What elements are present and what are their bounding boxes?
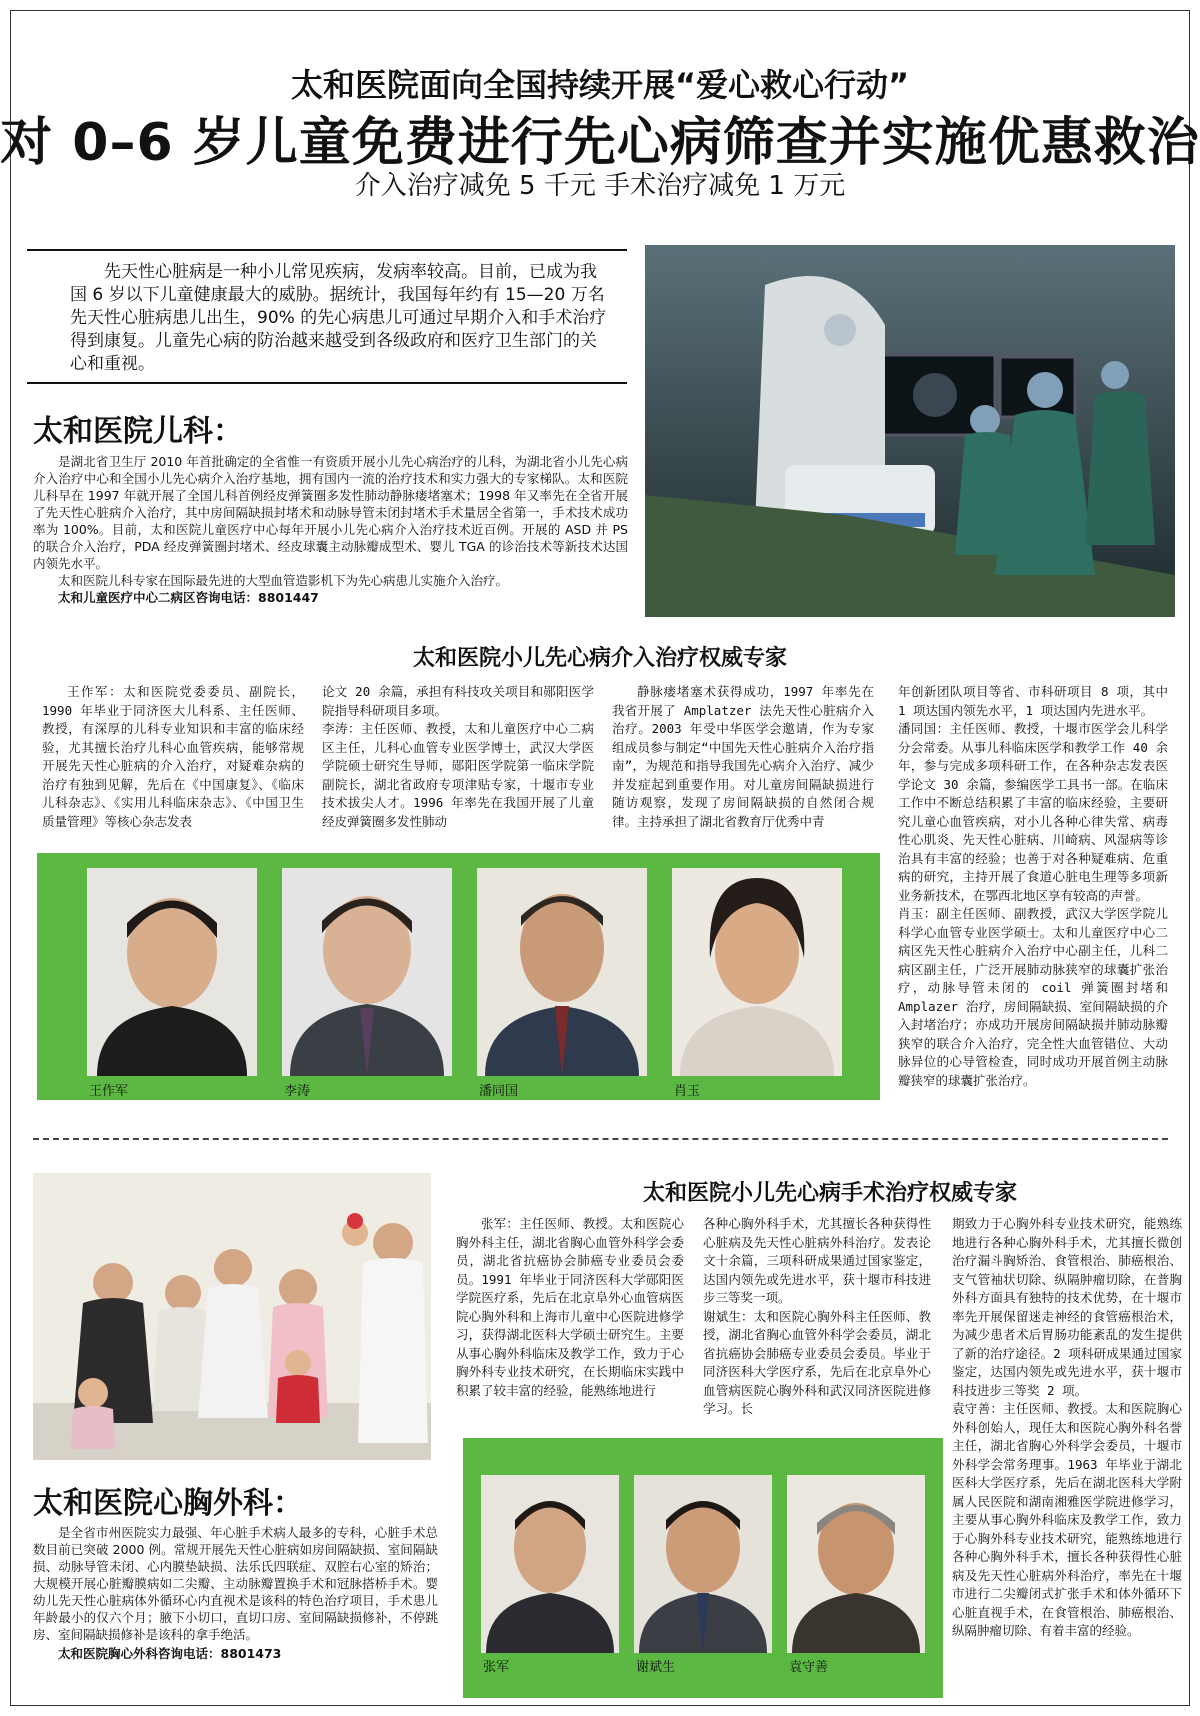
portrait-wang — [87, 868, 257, 1076]
portrait-yuan — [787, 1475, 925, 1653]
portrait-label-wang: 王作军 — [89, 1084, 129, 1099]
interventional-col-2: 论文 20 余篇，承担有科技攻关项目和郧阳医学院指导科研项目多项。 李涛：主任医师、教授，太和儿童医疗中心二病区主任，儿科心血管专业医学博士，武汉大学医学院硕士研究生导师，郧阳医学院第一临床学院副院长，湖北省政府专项津贴专家，十堰市专业技术拔尖人才。1996 年率先在我国开展了儿童经皮弹簧圈多发性肺动 — [322, 684, 594, 829]
portrait-li-illustration — [282, 868, 452, 1076]
cardio-paragraph: 是全省市州医院实力最强、年心脏手术病人最多的专科，心脏手术总数目前已突破 2000 例。常规开展先天性心脏病如房间隔缺损、室间隔缺损、动脉导管未闭、心内膜垫缺损、法乐氏四联症、双腔右心室的矫治；大规模开展心脏瓣膜病如二尖瓣、主动脉瓣置换手术和冠脉搭桥手术。婴幼儿先天性心脏病体外循环心内直视术是该科的特色治疗项目，手术患儿年龄最小的仅六个月；腋下小切口，直切口房、室间隔缺损修补，不停跳房、室间隔缺损修补是该科的拿手绝活。 — [33, 1525, 438, 1642]
headline-main: 对 0–6 岁儿童免费进行先心病筛查并实施优惠救治 — [0, 113, 1200, 173]
pediatrics-paragraph-1: 是湖北省卫生厅 2010 年首批确定的全省惟一有资质开展小儿先心病治疗的儿科，为湖北省小儿先心病介入治疗中心和全国小儿先心病介入治疗基地，拥有国内一流的治疗技术和实力强大的专家梯队。太和医院儿科早在 1997 年就开展了全国儿科首例经皮弹簧圈多发性肺动静脉瘘堵塞术；1998 年又率先在全省开展了先天性心脏病介入治疗，其中房间隔缺损封堵术和动脉导管未闭封堵术手术量居全省第一，手术技术成功率为 100%。目前，太和医院儿童医疗中心每年开展小儿先心病介入治疗技术近百例。开展的 ASD 并 PS 的联合介入治疗，PDA 经皮弹簧圈封堵术、经皮球囊主动脉瓣成型术、婴儿 TGA 的诊治技术等新技术达国内领先水平。 — [33, 454, 628, 571]
portrait-wang-illustration — [87, 868, 257, 1076]
intro-bottom-rule — [27, 382, 627, 384]
portrait-label-li: 李涛 — [284, 1084, 311, 1099]
cardio-hotline: 太和医院胸心外科咨询电话：8801473 — [58, 1646, 282, 1661]
headline-line1: 太和医院面向全国持续开展“爱心救心行动” — [290, 66, 910, 104]
surgery-col-3: 期致力于心胸外科专业技术研究，能熟练地进行各种心胸外科手术，尤其擅长微创治疗漏斗胸矫治、食管根治、肺癌根治、支气管袖状切除、纵隔肿瘤切除，在普胸外科方面具有独特的技术优势，在十堰市率先开展保留迷走神经的食管癌根治术，为减少患者术后胃肠功能紊乱的发生提供了新的治疗途径。2 项科研成果通过国家鉴定，达国内领先或先进水平，获十堰市科技进步三等奖 2 项。 袁守善：主任医师、教授。太和医院胸心外科创始人，现任太和医院心胸外科名誉主任，湖北省胸心外科学会委员，十堰市外科学会常务理事。1963 年毕业于湖北医科大学医疗系，先后在湖北医科大学附属人民医院和湖南湘雅医学院进修学习，主要从事心胸外科临床及教学工作，致力于心胸外科专业技术研究，能熟练地进行各种心胸外科手术，擅长各种获得性心脏病及先天性心脏病外科治疗，率先在十堰市进行二尖瓣闭式扩张手术和体外循环下心脏直视手术，在食管根治、肺癌根治、纵隔肿瘤切除、有着丰富的经验。 — [952, 1216, 1182, 1638]
family-photo — [33, 1173, 431, 1460]
portrait-label-xiao: 肖玉 — [674, 1084, 701, 1099]
surgery-experts-title: 太和医院小儿先心病手术治疗权威专家 — [642, 1181, 1017, 1206]
interventional-experts-title: 太和医院小儿先心病介入治疗权威专家 — [412, 646, 787, 671]
portrait-pan-illustration — [477, 868, 647, 1076]
interventional-col-1 — [42, 683, 304, 831]
interventional-col-3 — [612, 683, 874, 831]
interventional-portrait-frame — [37, 853, 880, 1100]
intro-text: 先天性心脏病是一种小儿常见疾病，发病率较高。目前，已成为我国 6 岁以下儿童健康最大的威胁。据统计，我国每年约有 15—20 万名先天性心脏病患儿出生，90% 的先心病患儿可通过早期介入和手术治疗得到康复。儿童先心病的防治越来越受到各级政府和医疗卫生部门的关心和重视。 — [70, 262, 607, 374]
cardio-body — [33, 1524, 438, 1662]
family-photo-illustration — [33, 1173, 431, 1460]
expert-bio-li-cont: 静脉瘘堵塞术获得成功，1997 年率先在我省开展了 Amplatzer 法先天性心脏病介入治疗。2003 年受中华医学会邀请，作为专家组成员参与制定“中国先天性心脏病介入治疗指南”，为规范和指导我国先心病介入治疗、减少并发症起到重要作用。对儿童房间隔缺损进行随访观察，发现了房间隔缺损的自然闭合规律。主持承担了湖北省教育厅优秀中青 — [612, 684, 874, 829]
intro-top-rule — [27, 249, 627, 251]
portrait-label-zhang: 张军 — [483, 1660, 510, 1675]
pediatrics-paragraph-2: 太和医院儿科专家在国际最先进的大型血管造影机下为先心病患儿实施介入治疗。 — [58, 573, 509, 588]
pediatrics-hotline: 太和儿童医疗中心二病区咨询电话：8801447 — [58, 590, 319, 605]
surgery-col-1 — [456, 1215, 684, 1400]
section-divider — [33, 1138, 1168, 1140]
portrait-label-pan: 潘同国 — [479, 1084, 519, 1099]
pediatrics-title: 太和医院儿科： — [33, 414, 243, 449]
headline-subtitle: 介入治疗减免 5 千元 手术治疗减免 1 万元 — [354, 171, 846, 201]
pediatrics-body — [33, 453, 628, 606]
portrait-zhang — [481, 1475, 619, 1653]
expert-bio-zhang: 张军：主任医师、教授。太和医院心胸外科主任，湖北省胸心血管外科学会委员，湖北省抗癌协会肺癌专业委员会委员。1991 年毕业于同济医科大学郧阳医学院医疗系，先后在北京阜外心血管病医院心胸外科和上海市儿童中心医院进修学习，获得湖北医科大学硕士研究生。主要从事心胸外科临床及教学工作，致力于心胸外科专业技术研究，在长期临床实践中积累了较丰富的经验，能熟练地进行 — [456, 1216, 684, 1398]
portrait-li — [282, 868, 452, 1076]
portrait-xie — [634, 1475, 772, 1653]
portrait-xiao-illustration — [672, 868, 842, 1076]
surgery-portrait-frame — [463, 1438, 943, 1698]
expert-bio-wang: 王作军：太和医院党委委员、副院长，1990 年毕业于同济医大儿科系、主任医师、教授，有深厚的儿科专业知识和丰富的临床经验，尤其擅长治疗儿科心血管疾病，能够常规开展先天性心脏病的介入治疗，对疑难杂病的治疗有独到见解，先后在《中国康复》、《临床儿科杂志》、《实用儿科临床杂志》、《中国卫生质量管理》等核心杂志发表 — [42, 684, 304, 829]
interventional-col-4: 年创新团队项目等省、市科研项目 8 项，其中 1 项达国内领先水平，1 项达国内先进水平。 潘同国：主任医师、教授，十堰市医学会儿科学分会常委。从事儿科临床医学和教学工作 40 余年，参与完成多项科研工作，在各种杂志发表医学论文 30 余篇，参编医学工具书一部。在临床工作中不断总结积累了丰富的临床经验，主要研究儿童心血管疾病，对小儿各种心律失常、病毒性心肌炎、先天性心脏病、川崎病、风湿病等诊治具有丰富的经验；也善于对各种疑难病、危重病的研究，主持开展了食道心脏电生理等多项新业务新技术，在鄂西北地区享有较高的声誉。 肖玉：副主任医师、副教授，武汉大学医学院儿科学心血管专业医学硕士。太和儿童医疗中心二病区先天性心脏病介入治疗中心副主任，儿科二病区副主任，广泛开展肺动脉狭窄的球囊扩张治疗，动脉导管未闭的 coil 弹簧圈封堵和 Amplazer 治疗，房间隔缺损、室间隔缺损的介入封堵治疗；亦成功开展房间隔缺损并肺动脉瓣狭窄的联合介入治疗，完全性大血管错位、大动脉异位的心导管检查，同时成功开展首例主动脉瓣狭窄的球囊扩张治疗。 — [898, 684, 1168, 1088]
portrait-yuan-illustration — [787, 1475, 925, 1653]
portrait-xiao — [672, 868, 842, 1076]
surgery-col-2: 各种心胸外科手术，尤其擅长各种获得性心脏病及先天性心脏病外科治疗。发表论文十余篇，三项科研成果通过国家鉴定，达国内领先或先进水平，获十堰市科技进步三等奖一项。 谢斌生：太和医院心胸外科主任医师、教授，湖北省胸心血管外科学会委员，湖北省抗癌协会肺癌专业委员会委员。毕业于同济医科大学医疗系，先后在北京阜外心血管病医院心胸外科和武汉同济医院进修学习。长 — [703, 1216, 931, 1416]
cath-lab-illustration — [645, 245, 1175, 617]
portrait-xie-illustration — [634, 1475, 772, 1653]
portrait-zhang-illustration — [481, 1475, 619, 1653]
portrait-label-xie: 谢斌生 — [636, 1660, 676, 1675]
cardio-title: 太和医院心胸外科： — [33, 1486, 303, 1521]
portrait-pan — [477, 868, 647, 1076]
portrait-label-yuan: 袁守善 — [789, 1660, 829, 1675]
intervention-photo — [645, 245, 1175, 617]
